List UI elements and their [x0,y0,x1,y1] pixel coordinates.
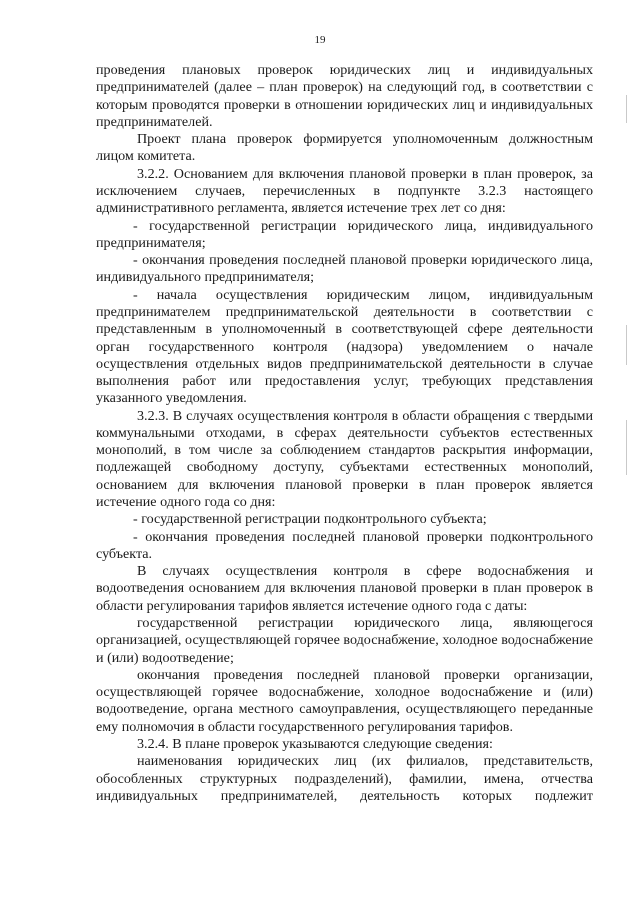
paragraph-plan-continuation: проведения плановых проверок юридических лиц и индивидуальных предпринимателей (далее – план проверок) на следующий год, в соответствии с которым проводятся проверки в отношении юридических лиц и индивидуальных предпринимателей. [96,62,593,130]
scan-edge-mark [626,325,627,365]
paragraph-draft-plan: Проект плана проверок формируется уполномоченным должностным лицом комитета. [96,131,593,165]
list-item-registration: - государственной регистрации юридического лица, индивидуального предпринимателя; [96,217,593,251]
document-body [96,62,593,805]
paragraph-water-registration: государственной регистрации юридического лица, являющегося организацией, осуществляющей горячее водоснабжение, холодное водоснабжение и (или) водоотведение; [96,615,593,666]
scan-edge-mark [626,420,627,475]
list-item-activity-start: - начала осуществления юридическим лицом, индивидуальным предпринимателем предпринимательской деятельности в соответствии с представленным в уполномоченный в соответствующей сфере деятельности орган государственного контроля (надзора) уведомлением о начале осуществления отдельных видов предпринимательской деятельности в случае выполнения работ или предоставления услуг, требующих представления указанного уведомления. [96,286,593,407]
scan-edge-mark [626,95,627,123]
paragraph-plan-details: наименования юридических лиц (их филиалов, представительств, обособленных структурных подразделений), фамилии, имена, отчества индивидуальных предпринимателей, деятельность которых подлежит [96,753,593,804]
paragraph-water-supply: В случаях осуществления контроля в сфере водоснабжения и водоотведения основанием для включения плановой проверки в план проверок в области регулирования тарифов является истечение одного года с даты: [96,563,593,614]
paragraph-3-2-4: 3.2.4. В плане проверок указываются следующие сведения: [137,735,493,752]
paragraph-3-2-2: 3.2.2. Основанием для включения плановой проверки в план проверок, за исключением случаев, перечисленных в подпункте 3.2.3 настоящего административного регламента, является истечение трех лет со дня: [96,165,593,217]
list-item-subject-last-inspection: - окончания проведения последней плановой проверки подконтрольного субъекта. [96,528,593,562]
page-number: 19 [314,34,326,46]
paragraph-water-last-inspection: окончания проведения последней плановой проверки организации, осуществляющей горячее водоснабжение, холодное водоснабжение и (или) водоотведение, органа местного самоуправления, осуществляющего переданные ему полномочия в области государственного регулирования тарифов. [96,666,593,735]
list-item-subject-registration: - государственной регистрации подконтрольного субъекта; [133,511,487,528]
paragraph-3-2-3: 3.2.3. В случаях осуществления контроля в области обращения с твердыми коммунальными отходами, в сферах деятельности субъектов естественных монополий, в том числе за соблюдением стандартов раскрытия информации, подлежащей свободному доступу, субъектами естественных монополий, основанием для включения плановой проверки в план проверок является истечение одного года со дня: [96,407,593,511]
list-item-last-inspection: - окончания проведения последней плановой проверки юридического лица, индивидуального предпринимателя; [96,252,593,286]
